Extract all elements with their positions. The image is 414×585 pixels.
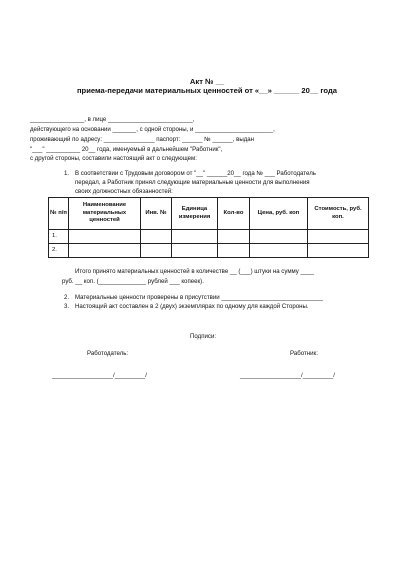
clause-1-line-1: В соответствии с Трудовым договором от "__" ______20__ года № ___ Работодатель [75,170,316,177]
table-cell [250,230,308,244]
table-cell [250,244,308,258]
header-name: Наименование материальных ценностей [69,198,141,230]
intro-line-3: проживающий по адресу: _______________ паспорт: ______ № ______, выдан [30,136,255,143]
table-cell [172,244,218,258]
document-subtitle: приема-передачи материальных ценностей от «__» ______ 20__ года [76,86,338,95]
employer-label: Работодатель: [87,350,129,357]
header-inventory: Инв. № [141,198,172,230]
intro-line-1: ________________, в лице _________________________, [30,116,195,123]
table-cell [141,244,172,258]
table-cell [69,244,141,258]
total-line-2: руб. __ коп. (______________ рублей ___ копеек). [62,278,204,285]
intro-line-5: с другой стороны, составили настоящий акт о следующем: [30,155,197,162]
table-cell: 1. [49,230,69,244]
intro-line-4: "___" __________ 20__ года, именуемый в дальнейшем "Работник", [30,146,223,153]
table-row [49,244,369,258]
clause-3-number: 3. [64,303,70,310]
header-number: № п/п [49,198,69,230]
employee-signature-line: __________________/_________/ [240,372,335,379]
table-cell [69,230,141,244]
document-title: Акт № __ [189,77,225,86]
clause-1-line-3: своих должностных обязанностей: [75,188,173,195]
clause-3-text: Настоящий акт составлен в 2 (двух) экземплярах по одному для каждой Стороны. [75,303,309,310]
table-cell [218,230,250,244]
table-cell [308,244,369,258]
table-cell [308,230,369,244]
clause-1-line-2: передал, а Работник принял следующие материальные ценности для выполнения [75,179,310,186]
header-unit: Единица измерения [172,198,218,230]
employer-signature-line: __________________/_________/ [52,372,147,379]
header-quantity: Кол-во [218,198,250,230]
table-header-row [49,198,369,230]
table-cell [218,244,250,258]
clause-2-number: 2. [64,294,70,301]
total-line-1: Итого принято материальных ценностей в количестве __ (___) штуки на сумму ____ [75,268,315,275]
table-cell [141,230,172,244]
signatures-heading: Подписи: [190,333,217,340]
employee-label: Работник: [290,350,318,357]
header-price: Цена, руб. коп [250,198,308,230]
table-row [49,230,369,244]
items-table [48,197,369,258]
table-cell [172,230,218,244]
intro-line-2: действующего на основании _______, с одной стороны, и _______________________, [30,126,275,133]
clause-1-number: 1. [64,170,70,177]
clause-2-text: Материальные ценности проверены в присутствии ______________________________ [75,294,324,301]
header-cost: Стоимость, руб. коп. [308,198,369,230]
table-cell: 2. [49,244,69,258]
